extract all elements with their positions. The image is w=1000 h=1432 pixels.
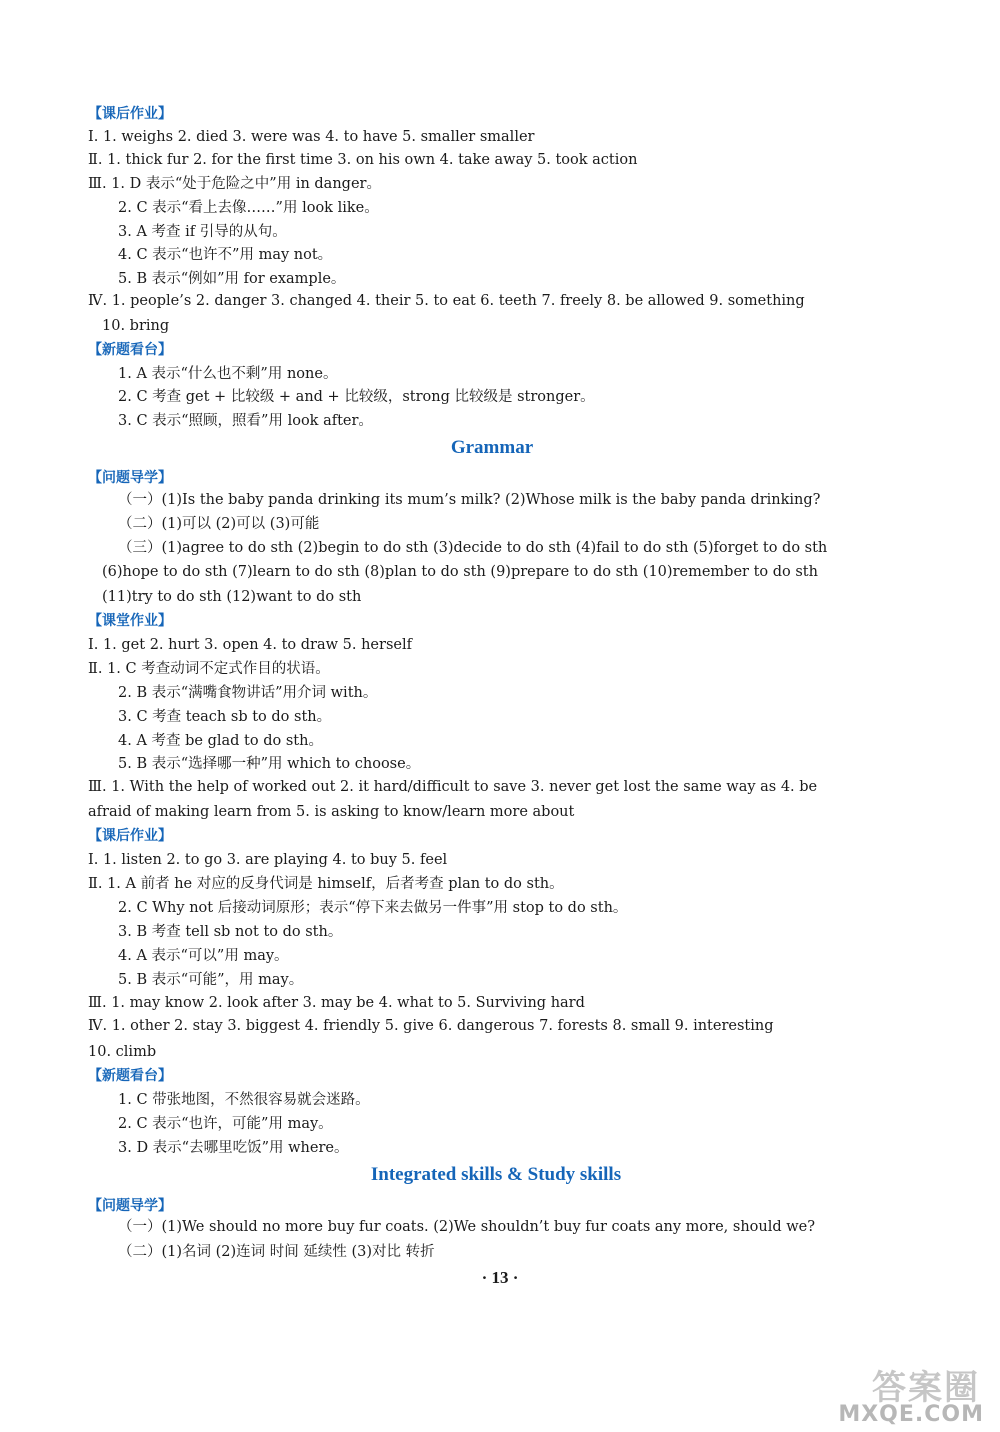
answer-line: （一）(1)Is the baby panda drinking its mum’s milk? (2)Whose milk is the baby panda drinking?	[118, 492, 821, 508]
page-number: · 13 ·	[481, 1268, 519, 1287]
answer-line: 5. B 表示“例如”用 for example。	[118, 271, 346, 287]
section-tag: 【课后作业】	[88, 106, 172, 122]
answer-line: （二）(1)名词 (2)连词 时间 延续性 (3)对比 转折	[118, 1244, 435, 1260]
answer-line: (6)hope to do sth (7)learn to do sth (8)plan to do sth (9)prepare to do sth (10)remember to do sth	[102, 564, 818, 580]
section-tag: 【新题看台】	[88, 1068, 172, 1084]
answer-line: 10. climb	[88, 1044, 157, 1060]
answer-line: （二）(1)可以 (2)可以 (3)可能	[118, 516, 320, 532]
answer-line: 1. A 表示“什么也不剩”用 none。	[118, 366, 338, 382]
answer-line: afraid of making learn from 5. is asking to know/learn more about	[88, 804, 575, 820]
watermark-url: MXQE.COM	[838, 1402, 984, 1427]
answer-line: Ⅱ. 1. A 前者 he 对应的反身代词是 himself，后者考查 plan to do sth。	[88, 876, 564, 892]
answer-line: 2. B 表示“满嘴食物讲话”用介词 with。	[118, 685, 378, 701]
answer-line: 4. C 表示“也许不”用 may not。	[118, 247, 333, 263]
answer-line: Ⅳ. 1. other 2. stay 3. biggest 4. friendly 5. give 6. dangerous 7. forests 8. small 9. interesting	[88, 1018, 774, 1034]
answer-line: （一）(1)We should no more buy fur coats. (2)We shouldn’t buy fur coats any more, should we?	[118, 1219, 816, 1235]
answer-line: Ⅰ. 1. listen 2. to go 3. are playing 4. to buy 5. feel	[88, 852, 448, 868]
answer-line: Ⅰ. 1. weighs 2. died 3. were was 4. to have 5. smaller smaller	[88, 129, 535, 145]
answer-line: Ⅱ. 1. C 考查动词不定式作目的状语。	[88, 661, 330, 677]
answer-line: 3. D 表示“去哪里吃饭”用 where。	[118, 1140, 349, 1156]
answer-line: 2. C 表示“也许，可能”用 may。	[118, 1116, 333, 1132]
answer-line: 3. B 考查 tell sb not to do sth。	[118, 924, 343, 940]
answer-line: Ⅱ. 1. thick fur 2. for the first time 3. on his own 4. take away 5. took action	[88, 152, 638, 168]
answer-line: 5. B 表示“选择哪一种”用 which to choose。	[118, 756, 421, 772]
answer-line: Ⅳ. 1. people’s 2. danger 3. changed 4. their 5. to eat 6. teeth 7. freely 8. be allowed 9. something	[88, 293, 805, 309]
section-tag: 【问题导学】	[88, 1198, 172, 1214]
section-tag: 【新题看台】	[88, 342, 172, 358]
answer-line: 10. bring	[102, 318, 170, 334]
section-heading: Grammar	[450, 437, 534, 458]
answer-line: Ⅲ. 1. may know 2. look after 3. may be 4. what to 5. Surviving hard	[88, 995, 585, 1011]
section-heading: Integrated skills & Study skills	[370, 1164, 622, 1185]
section-tag: 【课堂作业】	[88, 613, 172, 629]
answer-line: 2. C Why not 后接动词原形；表示“停下来去做另一件事”用 stop to do sth。	[118, 900, 628, 916]
answer-line: 3. A 考查 if 引导的从句。	[118, 224, 287, 240]
answer-line: Ⅲ. 1. With the help of worked out 2. it hard/difficult to save 3. never get lost the same way as 4. be	[88, 779, 818, 795]
answer-line: 3. C 表示“照顾，照看”用 look after。	[118, 413, 373, 429]
answer-line: 2. C 表示“看上去像……”用 look like。	[118, 200, 379, 216]
answer-line: (11)try to do sth (12)want to do sth	[102, 589, 362, 605]
answer-line: 5. B 表示“可能”，用 may。	[118, 972, 304, 988]
answer-line: 3. C 考查 teach sb to do sth。	[118, 709, 332, 725]
answer-line: 2. C 考查 get + 比较级 + and + 比较级，strong 比较级是 stronger。	[118, 389, 595, 405]
watermark-logo: 答案圈	[872, 1368, 980, 1408]
section-tag: 【问题导学】	[88, 470, 172, 486]
answer-line: 1. C 带张地图，不然很容易就会迷路。	[118, 1092, 370, 1108]
answer-line: （三）(1)agree to do sth (2)begin to do sth (3)decide to do sth (4)fail to do sth (5)forget to do sth	[118, 540, 828, 556]
section-tag: 【课后作业】	[88, 828, 172, 844]
answer-line: Ⅲ. 1. D 表示“处于危险之中”用 in danger。	[88, 176, 381, 192]
answer-line: Ⅰ. 1. get 2. hurt 3. open 4. to draw 5. herself	[88, 637, 412, 653]
answer-line: 4. A 表示“可以”用 may。	[118, 948, 289, 964]
answer-line: 4. A 考查 be glad to do sth。	[118, 733, 323, 749]
